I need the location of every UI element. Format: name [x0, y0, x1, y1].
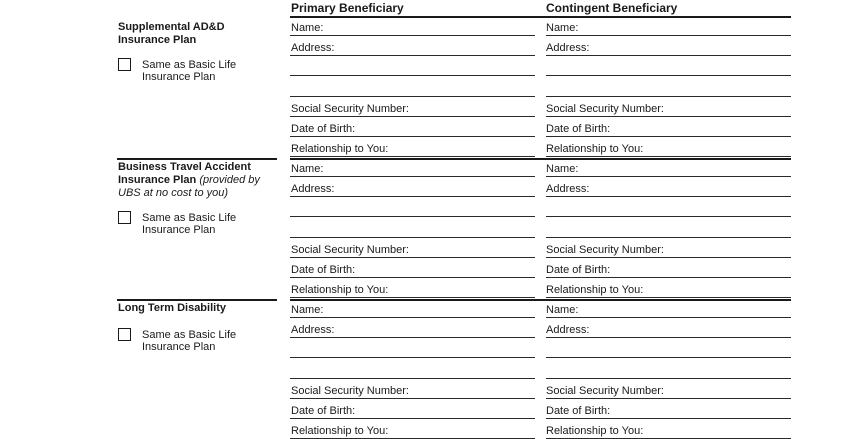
section-2-rule-left — [117, 158, 277, 160]
section-2-contingent-dob-label: Date of Birth: — [546, 264, 611, 276]
section-2-primary-name-field[interactable] — [290, 176, 535, 177]
section-1-title-text: Supplemental AD&D Insurance Plan — [118, 21, 225, 46]
section-2-primary-dob-label: Date of Birth: — [291, 264, 356, 276]
section-3-primary-name-field[interactable] — [290, 317, 535, 318]
section-3-rule — [290, 299, 791, 301]
section-2-title — [118, 161, 278, 200]
section-2-contingent-address-field[interactable] — [546, 196, 791, 197]
section-2-contingent-address-line-2-field[interactable] — [546, 216, 791, 217]
section-1-same-as-basic-label: Same as Basic Life Insurance Plan — [142, 59, 237, 83]
section-2-primary-address-field[interactable] — [290, 196, 535, 197]
section-3-contingent-ssn-field[interactable] — [546, 398, 791, 399]
section-3-contingent-dob-field[interactable] — [546, 418, 791, 419]
section-1-primary-name-label: Name: — [291, 22, 324, 34]
section-2-contingent-address-line-3-field[interactable] — [546, 237, 791, 238]
section-3-contingent-relationship-label: Relationship to You: — [546, 425, 644, 437]
section-2-contingent-relationship-label: Relationship to You: — [546, 284, 644, 296]
section-1-primary-address-line-2-field[interactable] — [290, 75, 535, 76]
section-2-same-as-basic-label: Same as Basic Life Insurance Plan — [142, 212, 237, 236]
section-3-primary-relationship-label: Relationship to You: — [291, 425, 389, 437]
section-3-contingent-address-line-2-field[interactable] — [546, 357, 791, 358]
section-1-primary-name-field[interactable] — [290, 35, 535, 36]
section-3-contingent-dob-label: Date of Birth: — [546, 405, 611, 417]
section-3-title — [118, 302, 278, 315]
section-2-contingent-name-label: Name: — [546, 163, 579, 175]
section-3-contingent-ssn-label: Social Security Number: — [546, 385, 664, 397]
section-2-contingent-dob-field[interactable] — [546, 277, 791, 278]
section-3-rule-left — [117, 299, 277, 301]
section-2-primary-address-line-3-field[interactable] — [290, 237, 535, 238]
section-1-primary-relationship-field[interactable] — [290, 156, 535, 157]
section-3-title-text: Long Term Disability — [118, 302, 226, 314]
section-1-primary-dob-label: Date of Birth: — [291, 123, 356, 135]
section-1-primary-dob-field[interactable] — [290, 136, 535, 137]
section-2-contingent-name-field[interactable] — [546, 176, 791, 177]
section-3-contingent-name-field[interactable] — [546, 317, 791, 318]
section-3-primary-address-line-2-field[interactable] — [290, 357, 535, 358]
section-2-primary-dob-field[interactable] — [290, 277, 535, 278]
section-1-primary-address-field[interactable] — [290, 55, 535, 56]
section-3-contingent-address-field[interactable] — [546, 337, 791, 338]
section-3-primary-dob-field[interactable] — [290, 418, 535, 419]
section-2-contingent-address-label: Address: — [546, 183, 590, 195]
section-3-primary-address-line-3-field[interactable] — [290, 378, 535, 379]
section-1-contingent-address-line-2-field[interactable] — [546, 75, 791, 76]
section-3-contingent-address-label: Address: — [546, 324, 590, 336]
section-1-contingent-ssn-field[interactable] — [546, 116, 791, 117]
section-1-contingent-dob-label: Date of Birth: — [546, 123, 611, 135]
primary-beneficiary-header: Primary Beneficiary — [291, 1, 404, 15]
section-1-contingent-dob-field[interactable] — [546, 136, 791, 137]
section-2-contingent-relationship-field[interactable] — [546, 297, 791, 298]
section-3-primary-dob-label: Date of Birth: — [291, 405, 356, 417]
section-2-primary-ssn-field[interactable] — [290, 257, 535, 258]
section-1-contingent-address-label: Address: — [546, 42, 590, 54]
section-1-same-as-basic-checkbox[interactable] — [118, 58, 131, 71]
section-1-contingent-name-field[interactable] — [546, 35, 791, 36]
section-3-primary-address-field[interactable] — [290, 337, 535, 338]
section-2-title-text: Business Travel Accident Insurance Plan — [118, 161, 251, 186]
header-rule — [290, 16, 791, 18]
section-2-same-as-basic-checkbox[interactable] — [118, 211, 131, 224]
section-3-primary-ssn-label: Social Security Number: — [291, 385, 409, 397]
section-1-contingent-relationship-label: Relationship to You: — [546, 143, 644, 155]
section-2-rule — [290, 158, 791, 160]
section-3-primary-address-label: Address: — [291, 324, 335, 336]
section-1-primary-ssn-label: Social Security Number: — [291, 103, 409, 115]
section-2-primary-address-label: Address: — [291, 183, 335, 195]
section-1-title — [118, 21, 278, 47]
section-1-contingent-address-field[interactable] — [546, 55, 791, 56]
section-2-contingent-ssn-label: Social Security Number: — [546, 244, 664, 256]
section-2-primary-address-line-2-field[interactable] — [290, 216, 535, 217]
section-1-primary-address-line-3-field[interactable] — [290, 96, 535, 97]
contingent-beneficiary-header: Contingent Beneficiary — [546, 1, 678, 15]
section-3-primary-ssn-field[interactable] — [290, 398, 535, 399]
section-1-primary-relationship-label: Relationship to You: — [291, 143, 389, 155]
section-1-contingent-ssn-label: Social Security Number: — [546, 103, 664, 115]
section-3-primary-name-label: Name: — [291, 304, 324, 316]
section-2-primary-relationship-field[interactable] — [290, 297, 535, 298]
section-1-contingent-name-label: Name: — [546, 22, 579, 34]
section-2-primary-relationship-label: Relationship to You: — [291, 284, 389, 296]
section-2-primary-name-label: Name: — [291, 163, 324, 175]
section-2-contingent-ssn-field[interactable] — [546, 257, 791, 258]
section-1-contingent-relationship-field[interactable] — [546, 156, 791, 157]
section-3-contingent-name-label: Name: — [546, 304, 579, 316]
section-3-contingent-address-line-3-field[interactable] — [546, 378, 791, 379]
section-3-same-as-basic-checkbox[interactable] — [118, 328, 131, 341]
section-1-primary-address-label: Address: — [291, 42, 335, 54]
section-1-contingent-address-line-3-field[interactable] — [546, 96, 791, 97]
section-2-title-note: (provided by UBS at no cost to you) — [118, 174, 260, 199]
section-1-primary-ssn-field[interactable] — [290, 116, 535, 117]
section-3-same-as-basic-label: Same as Basic Life Insurance Plan — [142, 329, 237, 353]
section-2-primary-ssn-label: Social Security Number: — [291, 244, 409, 256]
